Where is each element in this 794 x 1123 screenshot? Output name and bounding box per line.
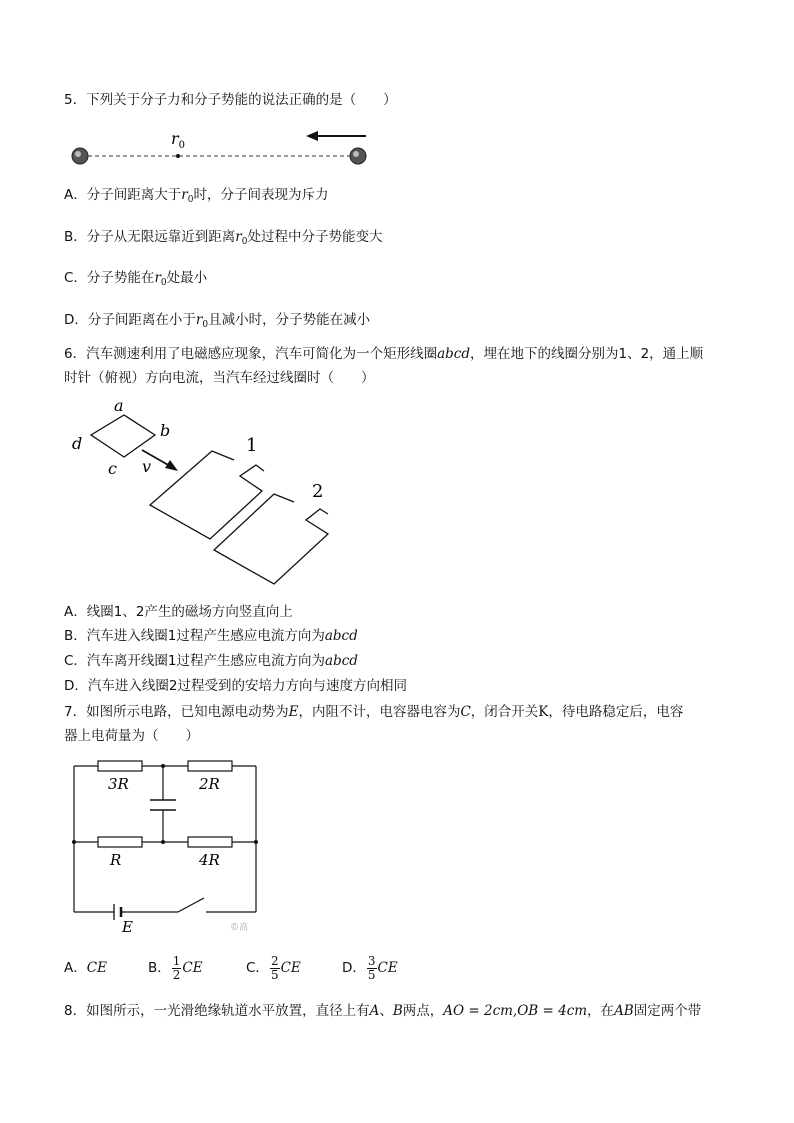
switch-k: [178, 898, 204, 912]
resistor-4r: [188, 837, 232, 847]
label-d: d: [72, 434, 83, 453]
label-2r: 2R: [199, 775, 220, 793]
r0-point: [176, 154, 180, 158]
q6-option-d: D．汽车进入线圈2过程受到的安培力方向与速度方向相同: [64, 678, 407, 694]
label-3r: 3R: [108, 775, 129, 793]
coil-2: [214, 494, 328, 584]
label-c: c: [108, 459, 117, 478]
q6-stem-line2: 时针（俯视）方向电流，当汽车经过线圈时（ ）: [64, 370, 375, 386]
q7-option-d: D． $\frac{3}{5}$ CE: [342, 953, 398, 982]
q5-option-d: D．分子间距离在小于$r_0$且减小时，分子势能在减小: [64, 312, 371, 330]
label-4r: 4R: [199, 851, 220, 869]
car-loop: [91, 415, 155, 457]
q8-stem: 8．如图所示，一光滑绝缘轨道水平放置，直径上有A、B两点，AO = 2cm,OB = 4cm，在AB固定两个带: [64, 1003, 702, 1019]
q6-option-a: A．线圈1、2产生的磁场方向竖直向上: [64, 604, 293, 620]
q5-option-a: A．分子间距离大于$r_0$时，分子间表现为斥力: [64, 187, 329, 205]
resistor-2r: [188, 761, 232, 771]
coil-2-label: 2: [312, 481, 324, 502]
watermark: ©高: [230, 923, 249, 933]
resistor-r: [98, 837, 142, 847]
label-a: a: [114, 396, 124, 415]
q7-stem-line2: 器上电荷量为（ ）: [64, 728, 199, 744]
label-r: R: [110, 851, 122, 869]
q5-stem: 5．下列关于分子力和分子势能的说法正确的是（ ）: [64, 92, 397, 108]
q7-option-c: C． $\frac{2}{5}$ CE: [246, 953, 301, 982]
q5-molecule-figure: [66, 124, 376, 170]
q5-option-b: B．分子从无限远靠近到距离$r_0$处过程中分子势能变大: [64, 229, 383, 247]
q6-option-b: B．汽车进入线圈1过程产生感应电流方向为abcd: [64, 628, 358, 644]
q5-option-c: C．分子势能在$r_0$处最小: [64, 270, 208, 288]
q6-coil-figure: [66, 393, 346, 588]
q7-option-a: A．CE: [64, 960, 107, 976]
q7-options: [64, 954, 398, 982]
coil-1-label: 1: [246, 435, 258, 456]
q6-stem-line1: 6．汽车测速利用了电磁感应现象，汽车可简化为一个矩形线圈abcd，埋在地下的线圈分别为1、2，通上顺: [64, 346, 704, 362]
r0-label: $r_0$: [171, 129, 186, 151]
label-e: E: [122, 918, 133, 936]
label-v: v: [142, 457, 152, 476]
q7-stem-line1: 7．如图所示电路，已知电源电动势为E，内阻不计，电容器电容为C，闭合开关K，待电路稳定后，电容: [64, 704, 684, 720]
label-b: b: [160, 421, 171, 440]
resistor-3r: [98, 761, 142, 771]
q7-circuit-figure: [66, 756, 266, 936]
q7-option-b: B． $\frac{1}{2}$ CE: [148, 953, 203, 982]
q6-option-c: C．汽车离开线圈1过程产生感应电流方向为abcd: [64, 653, 358, 669]
